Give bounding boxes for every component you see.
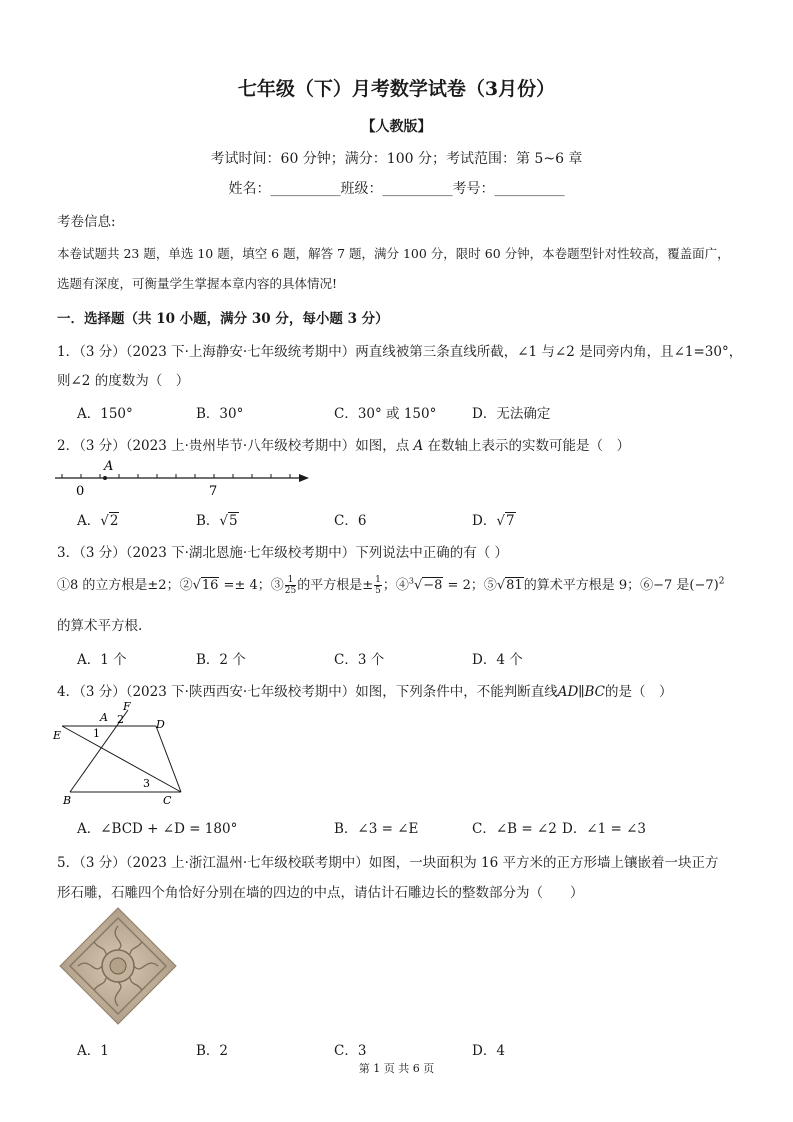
q3-part-4: ；④ <box>382 578 409 593</box>
q5-option-a: A．1 <box>77 1043 109 1059</box>
stone-carving-image <box>58 906 178 1026</box>
exam-info: 考试时间：60 分钟；满分：100 分；考试范围：第 5~6 章 <box>210 151 583 167</box>
q3-radicand-81: 81 <box>506 578 523 593</box>
q2-option-a <box>77 509 119 529</box>
section-heading: 一．选择题（共 10 小题，满分 30 分，每小题 3 分） <box>57 311 389 327</box>
edition-label: 【人教版】 <box>361 119 432 135</box>
q3-part-1: ①8 的立方根是±2；② <box>57 578 193 593</box>
exponent-2: 2 <box>718 576 725 587</box>
fraction-denominator: 5 <box>375 586 381 596</box>
q5-option-b: B．2 <box>196 1043 229 1059</box>
intro-line-1: 本卷试题共 23 题，单选 10 题，填空 6 题，解答 7 题，满分 100 分，限时 60 分钟，本卷题型针对性较高，覆盖面广， <box>57 246 730 261</box>
q4-option-c: C．∠B = ∠2 <box>472 821 557 837</box>
q4-option-a: A．∠BCD + ∠D = 180° <box>77 821 238 837</box>
q1-option-c: C．30° 或 150° <box>334 406 437 422</box>
q3-statements <box>57 574 724 596</box>
q2-stem <box>57 434 630 454</box>
q3-stem-line-3: 的算术平方根. <box>57 618 143 634</box>
fraction-numerator: 1 <box>285 575 296 586</box>
q2-stem-end: 在数轴上表示的实数可能是（ ） <box>427 438 631 454</box>
q1-stem-line-2: 则∠2 的度数为（ ） <box>57 373 190 389</box>
sqrt-symbol: √5 <box>219 513 238 529</box>
q3-option-b: B．2 个 <box>196 652 246 668</box>
q4-parallel-expr: AD∥BC <box>557 684 606 700</box>
q2-option-c <box>334 509 366 529</box>
q5-option-c: C．3 <box>334 1043 367 1059</box>
tick-label-7: 7 <box>209 484 218 499</box>
intro-line-2: 选题有深度，可衡量学生掌握本章内容的具体情况! <box>57 276 338 291</box>
q1-option-d: D．无法确定 <box>472 406 551 422</box>
q4-stem-start: 4．（3 分）（2023 下·陕西西安·七年级校考期中）如图，下列条件中，不能判断直线 <box>57 684 558 700</box>
q3-part-3: 的平方根是± <box>297 578 374 593</box>
label-e: E <box>53 729 62 742</box>
label-b: B <box>63 794 72 807</box>
q1-option-b: B．30° <box>196 406 244 422</box>
label-angle-1: 1 <box>93 727 100 740</box>
q2-option-a-prefix: A． <box>77 513 101 529</box>
q5-option-d: D．4 <box>472 1043 505 1059</box>
q3-option-d: D．4 个 <box>472 652 523 668</box>
q2-option-b-prefix: B． <box>196 513 220 529</box>
q2-option-b-radicand: 5 <box>229 513 238 529</box>
fraction-1-5 <box>374 575 382 596</box>
q3-radicand-neg8: −8 <box>423 578 443 593</box>
sqrt-symbol: √16 <box>192 578 219 593</box>
label-a: A <box>100 711 108 724</box>
q2-option-d-prefix: D． <box>472 513 497 529</box>
point-a-dot <box>103 476 107 480</box>
sqrt-symbol: √2 <box>100 513 119 529</box>
q2-option-b <box>196 509 239 529</box>
q4-stem-end: 的是（ ） <box>605 684 673 700</box>
cube-root-index: 3 <box>408 576 414 586</box>
intro-heading: 考卷信息: <box>57 214 116 230</box>
label-f: F <box>123 700 131 713</box>
q2-stem-start: 2．（3 分）（2023 上·贵州毕节·八年级校考期中）如图，点 <box>57 438 410 454</box>
q2-option-c-prefix: C． <box>334 513 358 529</box>
q2-option-d <box>472 509 516 529</box>
label-c: C <box>163 794 172 807</box>
label-angle-3: 3 <box>143 777 150 790</box>
fraction-denominator: 25 <box>284 586 297 596</box>
sqrt-symbol: √7 <box>496 513 515 529</box>
q1-stem-line-1: 1．（3 分）（2023 下·上海静安·七年级统考期中）两直线被第三条直线所截，∠1 与∠2 是同旁内角，且∠1=30°， <box>57 344 743 360</box>
q2-option-a-radicand: 2 <box>109 513 119 529</box>
q2-point-name: A <box>413 438 424 454</box>
q3-option-a: A．1 个 <box>77 652 127 668</box>
q1-option-a: A．150° <box>77 406 133 422</box>
number-line-figure <box>55 456 315 500</box>
q4-option-d: D．∠1 = ∠3 <box>562 821 647 837</box>
q5-stem-line-2: 形石雕，石雕四个角恰好分别在墙的四边的中点，请估计石雕边长的整数部分为（ ） <box>57 885 584 901</box>
q3-part-5: = 2；⑤ <box>443 578 497 593</box>
tick-label-0: 0 <box>76 484 85 499</box>
q3-stem: 3．（3 分）（2023 下·湖北恩施·七年级校考期中）下列说法中正确的有（ ） <box>57 545 508 561</box>
label-d: D <box>156 718 165 731</box>
q5-stem-line-1: 5．（3 分）（2023 上·浙江温州·七年级校联考期中）如图，一块面积为 16 平方米的正方形墙上镶嵌着一块正方 <box>57 855 719 871</box>
q4-stem <box>57 680 673 700</box>
name-class-id-row: 姓名：__________班级：__________考号：__________ <box>228 181 565 197</box>
fraction-numerator: 1 <box>375 575 381 585</box>
fraction-1-25 <box>285 575 296 596</box>
q3-part-2: =± 4；③ <box>219 578 284 593</box>
q3-part-6: 的算术平方根是 9；⑥−7 是(−7) <box>523 578 719 593</box>
q3-option-c: C．3 个 <box>334 652 385 668</box>
label-angle-2: 2 <box>117 713 124 726</box>
parallel-lines-figure <box>50 700 185 808</box>
q2-option-d-radicand: 7 <box>505 513 515 529</box>
point-a-label: A <box>104 459 114 474</box>
q4-option-b: B．∠3 = ∠E <box>334 821 419 837</box>
q3-radicand-16: 16 <box>201 578 219 593</box>
sqrt-symbol: √81 <box>496 578 523 593</box>
page-title: 七年级（下）月考数学试卷（3月份） <box>237 78 556 100</box>
q2-option-c-value: 6 <box>357 513 367 529</box>
cbrt-symbol: √−8 <box>413 578 443 593</box>
page-footer: 第 1 页 共 6 页 <box>358 1062 435 1075</box>
